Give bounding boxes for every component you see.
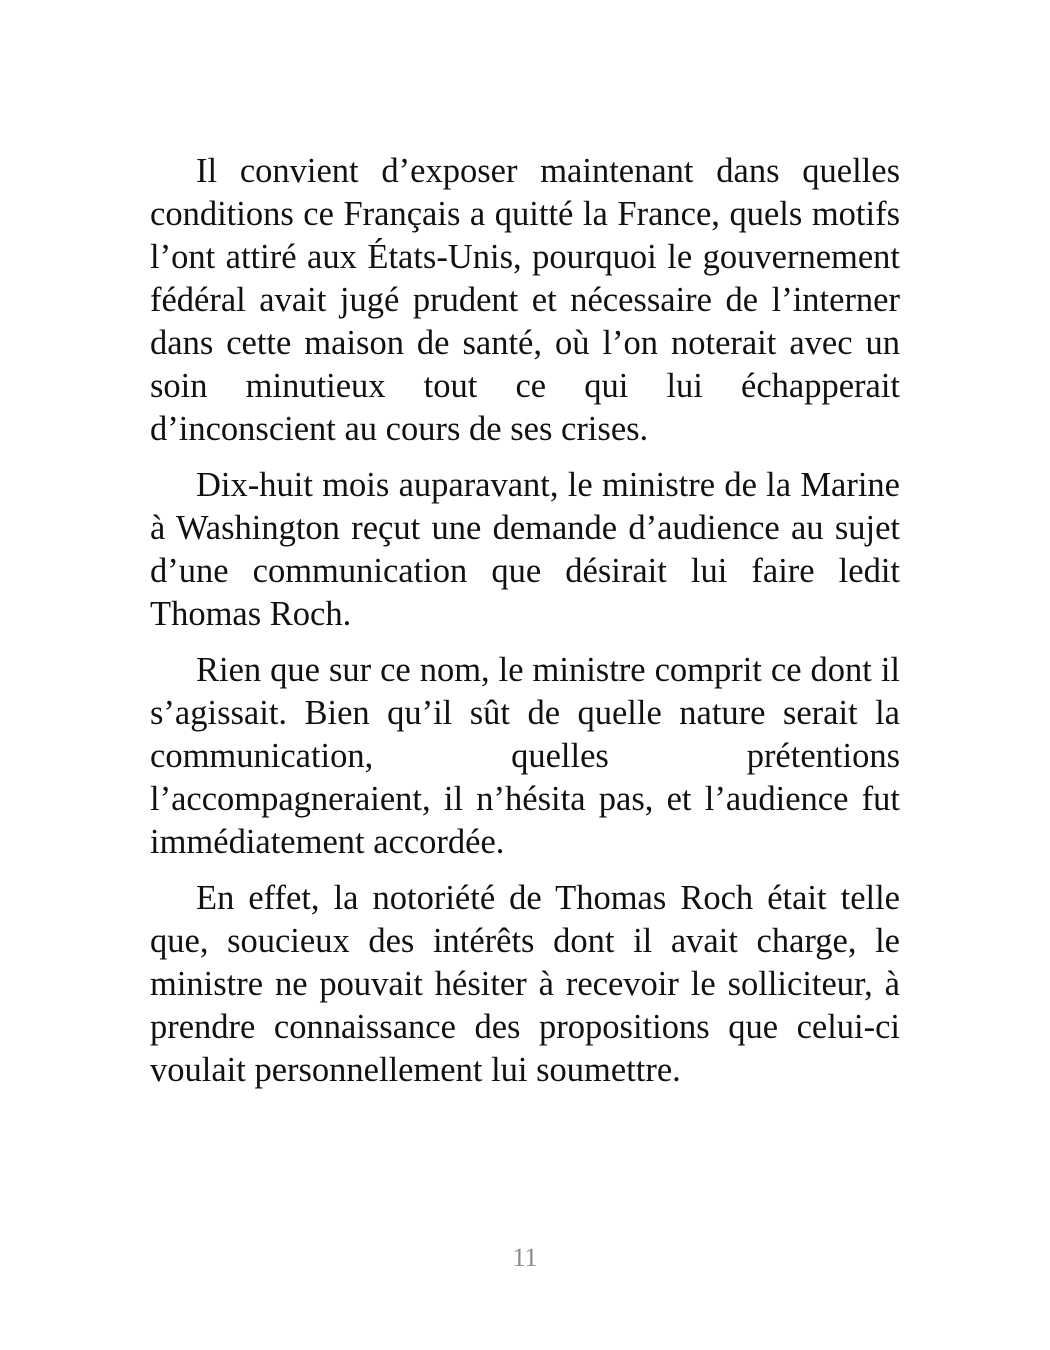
body-text [150,150,900,1105]
page-number: 11 [512,1243,538,1272]
paragraph-2: Dix-huit mois auparavant, le ministre de la Marine à Washington reçut une demande d’audience au sujet d’une communication que désirait lui faire ledit Thomas Roch. [150,466,900,633]
paragraph-4: En effet, la notoriété de Thomas Roch était telle que, soucieux des intérêts dont il avait charge, le ministre ne pouvait hésiter à recevoir le solliciteur, à prendre connaissance des propositions que celui-ci voulait personnellement lui soumettre. [150,879,900,1089]
paragraph-3: Rien que sur ce nom, le ministre comprit ce dont il s’agissait. Bien qu’il sût de quelle nature serait la communication, quelles prétentions l’accompagneraient, il n’hésita pas, et l’audience fut immédiatement accordée. [150,651,900,861]
paragraph-1: Il convient d’exposer maintenant dans quelles conditions ce Français a quitté la France, quels motifs l’ont attiré aux États-Unis, pourquoi le gouvernement fédéral avait jugé prudent et nécessaire de l’interner dans cette maison de santé, où l’on noterait avec un soin minutieux tout ce qui lui échapperait d’inconscient au cours de ses crises. [150,152,900,448]
